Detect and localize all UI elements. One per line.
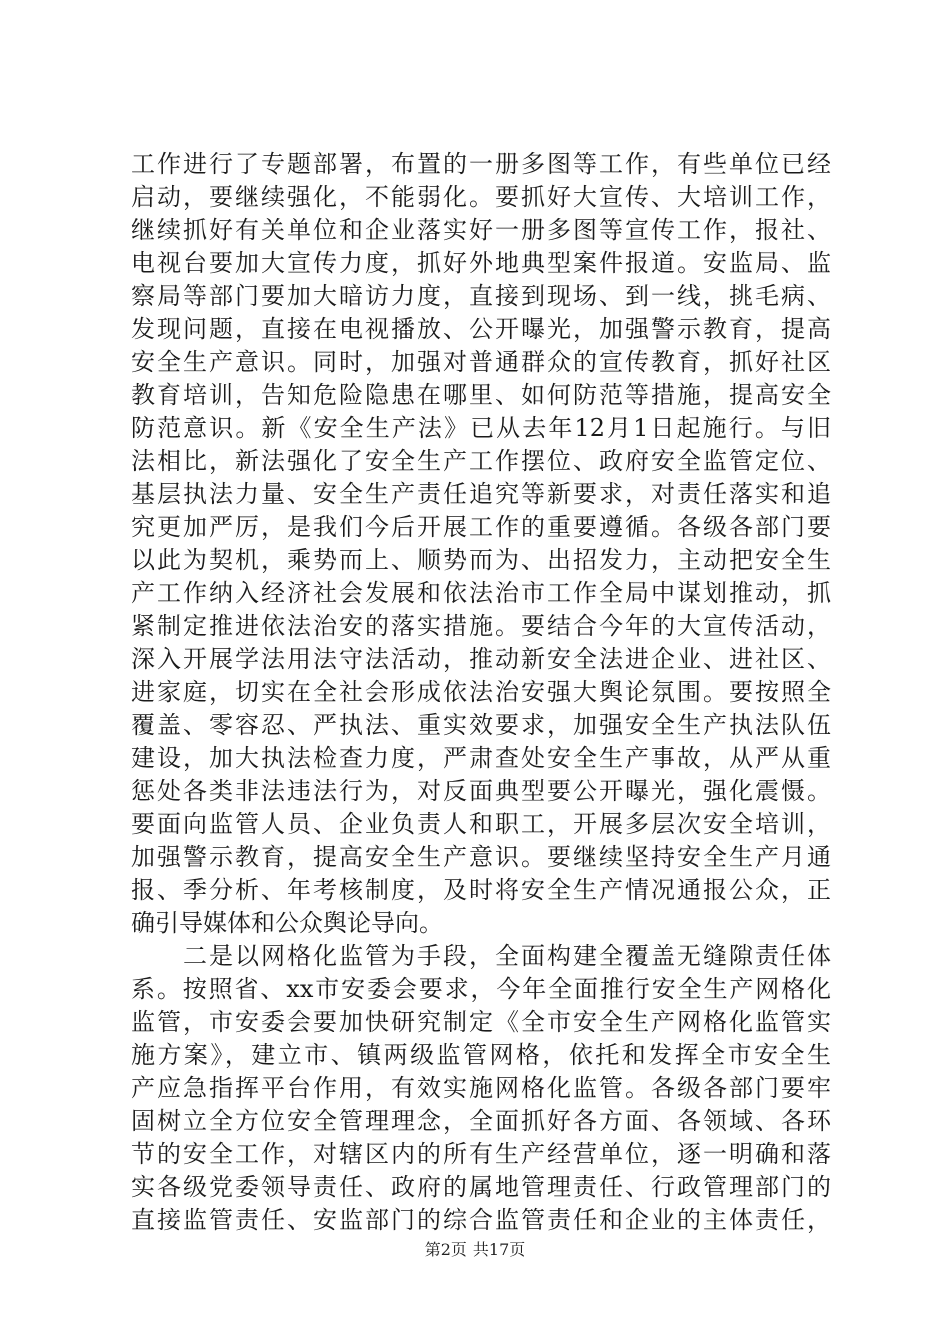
text-line: 惩处各类非法违法行为，对反面典型要公开曝光，强化震慑。 [131,777,831,805]
page-footer [0,1240,950,1260]
text-line: 建设，加大执法检查力度，严肃查处安全生产事故，从严从重 [131,744,831,772]
text-line: 系。按照省、xx市安委会要求，今年全面推行安全生产网格化 [131,975,831,1003]
text-line: 发现问题，直接在电视播放、公开曝光，加强警示教育，提高 [131,315,831,343]
text-line: 加强警示教育，提高安全生产意识。要继续坚持安全生产月通 [131,843,831,871]
text-line: 教育培训，告知危险隐患在哪里、如何防范等措施，提高安全 [131,381,831,409]
text-line: 继续抓好有关单位和企业落实好一册多图等宣传工作，报社、 [131,216,831,244]
text-line: 节的安全工作，对辖区内的所有生产经营单位，逐一明确和落 [131,1140,831,1168]
text-line: 究更加严厉，是我们今后开展工作的重要遵循。各级各部门要 [131,513,831,541]
text-line: 实各级党委领导责任、政府的属地管理责任、行政管理部门的 [131,1173,831,1201]
text-line: 启动，要继续强化，不能弱化。要抓好大宣传、大培训工作， [131,183,831,211]
text-line: 施方案》，建立市、镇两级监管网格，依托和发挥全市安全生 [131,1041,831,1069]
text-line: 二是以网格化监管为手段，全面构建全覆盖无缝隙责任体 [131,942,831,970]
text-line: 工作进行了专题部署，布置的一册多图等工作，有些单位已经 [131,150,831,178]
text-line: 报、季分析、年考核制度，及时将安全生产情况通报公众，正 [131,876,831,904]
text-line: 基层执法力量、安全生产责任追究等新要求，对责任落实和追 [131,480,831,508]
text-line: 以此为契机，乘势而上、顺势而为、出招发力，主动把安全生 [131,546,831,574]
text-line: 电视台要加大宣传力度，抓好外地典型案件报道。安监局、监 [131,249,831,277]
text-line: 紧制定推进依法治安的落实措施。要结合今年的大宣传活动， [131,612,831,640]
text-line: 监管，市安委会要加快研究制定《全市安全生产网格化监管实 [131,1008,831,1036]
text-line: 察局等部门要加大暗访力度，直接到现场、到一线，挑毛病、 [131,282,831,310]
text-line: 深入开展学法用法守法活动，推动新安全法进企业、进社区、 [131,645,831,673]
text-line: 确引导媒体和公众舆论导向。 [131,909,443,937]
text-line: 防范意识。新《安全生产法》已从去年12月1日起施行。与旧 [131,414,831,442]
text-line: 覆盖、零容忍、严执法、重实效要求，加强安全生产执法队伍 [131,711,831,739]
text-line: 安全生产意识。同时，加强对普通群众的宣传教育，抓好社区 [131,348,831,376]
text-line: 产应急指挥平台作用，有效实施网格化监管。各级各部门要牢 [131,1074,831,1102]
text-line: 进家庭，切实在全社会形成依法治安强大舆论氛围。要按照全 [131,678,831,706]
text-line: 直接监管责任、安监部门的综合监管责任和企业的主体责任， [131,1206,831,1234]
text-line: 要面向监管人员、企业负责人和职工，开展多层次安全培训， [131,810,831,838]
text-line: 固树立全方位安全管理理念，全面抓好各方面、各领域、各环 [131,1107,831,1135]
page-number: 第2页 [424,1240,467,1259]
body-text [131,148,831,1237]
page-total: 共17页 [472,1240,526,1259]
text-line: 法相比，新法强化了安全生产工作摆位、政府安全监管定位、 [131,447,831,475]
text-line: 产工作纳入经济社会发展和依法治市工作全局中谋划推动，抓 [131,579,831,607]
